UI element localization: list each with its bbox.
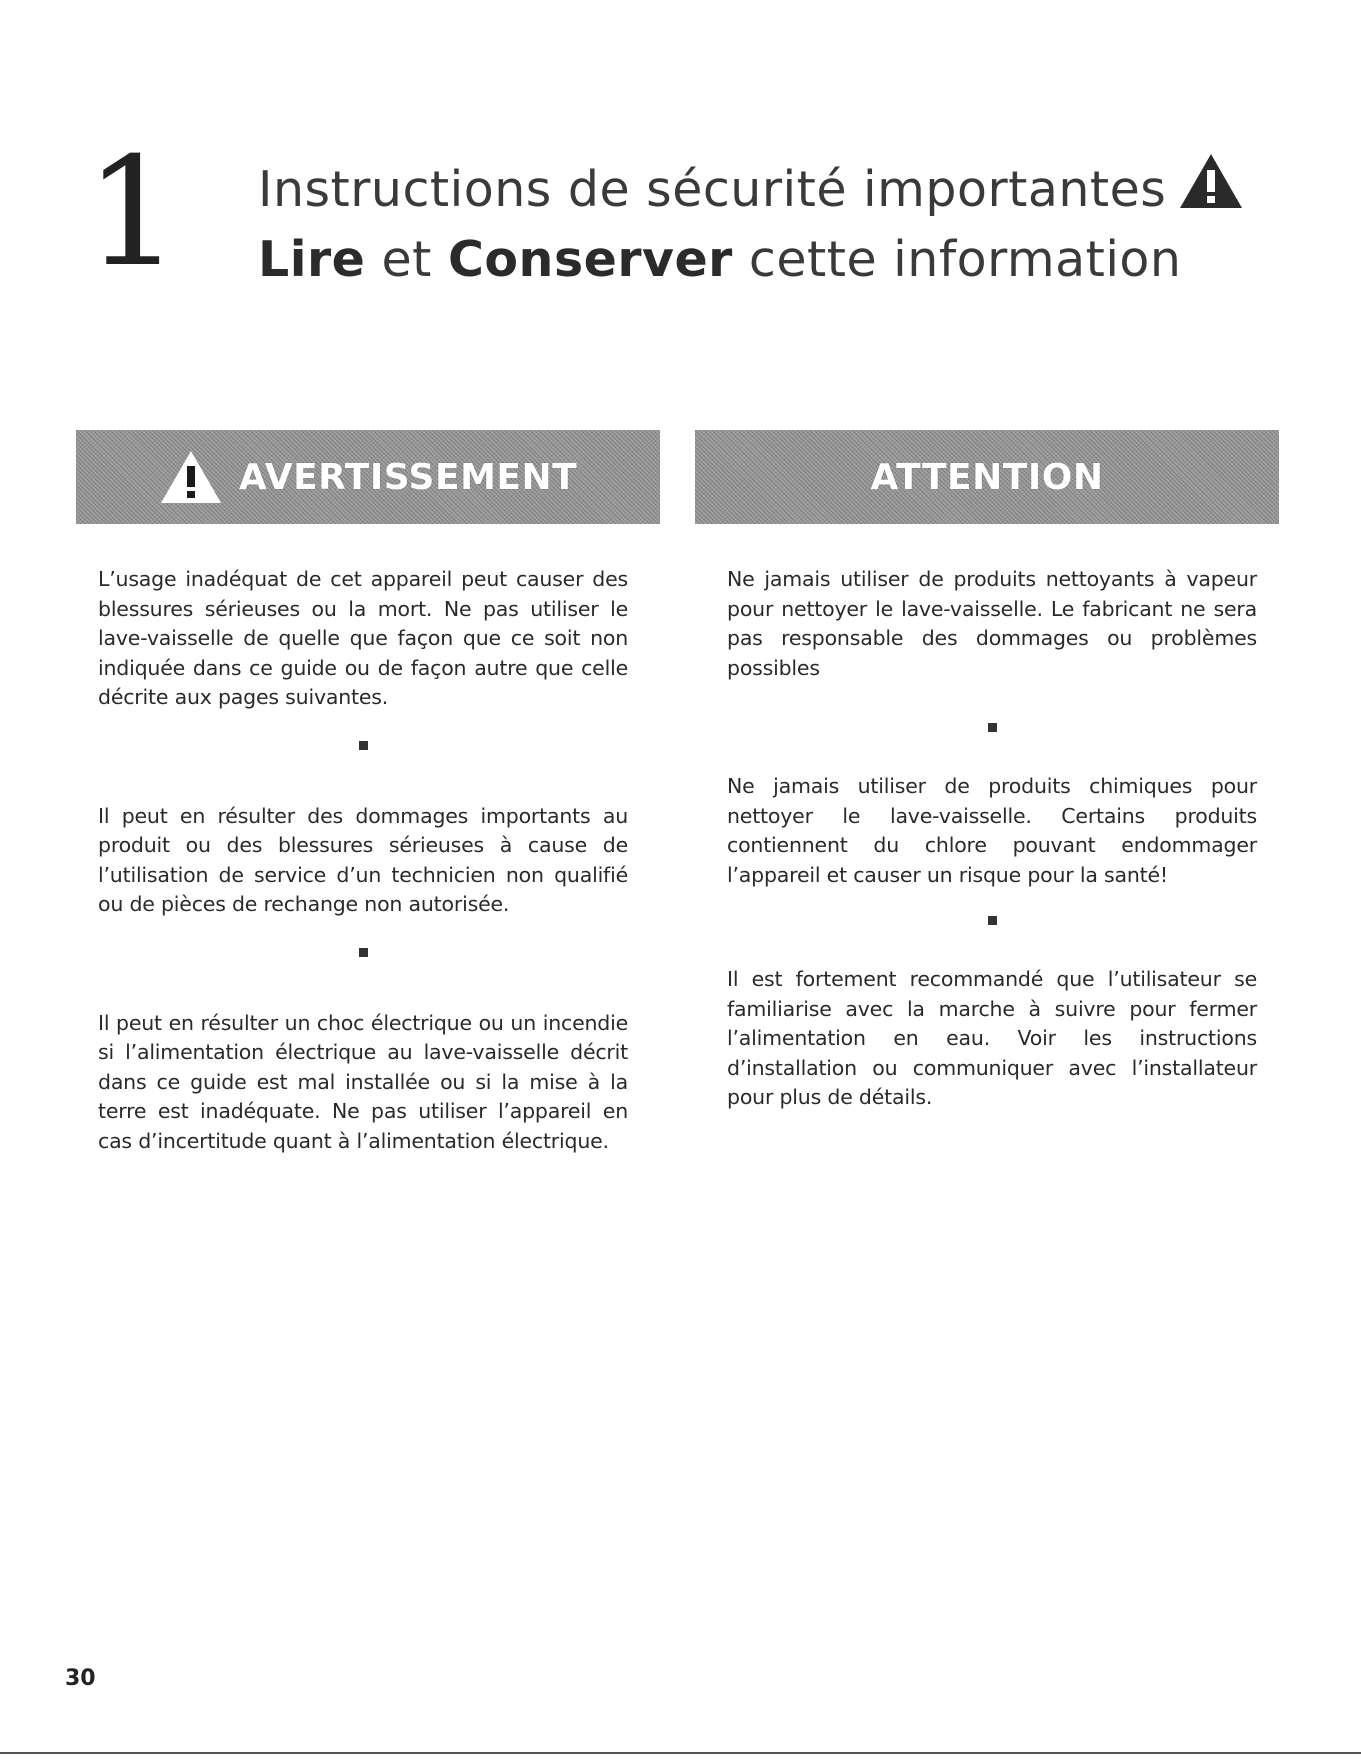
warning-paragraph-2: Il peut en résulter des dommages importants au produit ou des blessures sérieuses à cause de l’utilisation de service d’un technicien non qualifié ou de pièces de rechange non autorisée.	[98, 803, 628, 916]
title-line-2	[258, 225, 1258, 295]
caution-paragraph-3: Il est fortement recommandé que l’utilisateur se familiarise avec la marche à suivre pour fermer l’alimentation en eau. Voir les instructions d’installation ou communiquer avec l’installateur pour plus de détails.	[727, 967, 1257, 1109]
warning-paragraph-3: Il peut en résulter un choc électrique ou un incendie si l’alimentation électrique au lave-vaisselle décrit dans ce guide est mal installée ou si la mise à la terre est inadéquate. Ne pas utiliser l’appareil en cas d’incertitude quant à l’alimentation électrique.	[98, 1010, 628, 1153]
title-and: et	[365, 231, 448, 288]
warning-banner-label: AVERTISSEMENT	[238, 456, 578, 498]
caution-paragraph-1: Ne jamais utiliser de produits nettoyants à vapeur pour nettoyer le lave-vaisselle. Le fabricant ne sera pas responsable des dommages ou problèmes possibles	[727, 567, 1257, 680]
caution-banner-label: ATTENTION	[870, 456, 1104, 498]
warning-paragraph-1: L’usage inadéquat de cet appareil peut causer des blessures sérieuses ou la mort. Ne pas utiliser le lave-vaisselle de quelle que façon que ce soit non indiquée dans ce guide ou de façon autre que celle décrite aux pages suivantes.	[98, 567, 628, 709]
title-keep: Conserver	[447, 231, 733, 288]
chapter-number: 1	[85, 126, 181, 300]
separator-bullet	[988, 723, 997, 732]
title-read: Lire	[258, 231, 366, 288]
page-number: 30	[65, 1666, 96, 1691]
separator-bullet	[359, 741, 368, 750]
caution-banner	[695, 430, 1279, 524]
title-rest: cette information	[732, 231, 1182, 288]
warning-triangle-icon	[1178, 152, 1244, 210]
caution-column	[727, 565, 1257, 1113]
separator-bullet	[359, 948, 368, 957]
warning-column	[98, 565, 628, 1156]
bottom-rule	[0, 1752, 1361, 1754]
separator-bullet	[988, 916, 997, 925]
page-title	[258, 152, 1258, 295]
warning-banner	[76, 430, 660, 524]
title-main: Instructions de sécurité importantes	[258, 161, 1167, 218]
caution-paragraph-2: Ne jamais utiliser de produits chimiques pour nettoyer le lave-vaisselle. Certains produits contiennent du chlore pouvant endommager l’appareil et causer un risque pour la santé!	[727, 774, 1257, 887]
warning-triangle-icon	[159, 449, 223, 505]
title-line-1	[258, 152, 1258, 225]
